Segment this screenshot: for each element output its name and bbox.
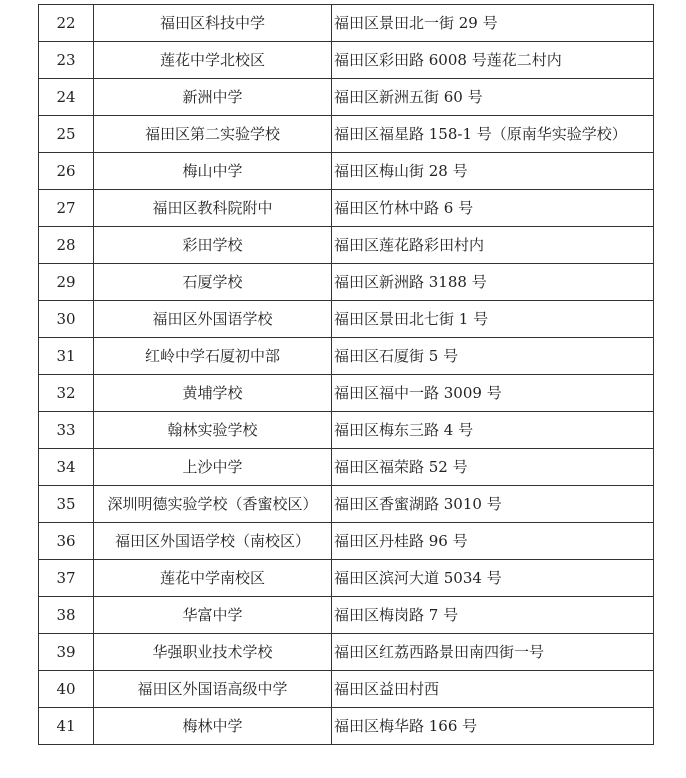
row-number-cell: 25 [39,116,94,153]
school-address-cell: 福田区滨河大道 5034 号 [332,560,654,597]
table-row [39,560,654,597]
school-address-cell: 福田区新洲路 3188 号 [332,264,654,301]
table-row [39,301,654,338]
school-name-cell: 梅山中学 [94,153,332,190]
table-row [39,634,654,671]
row-number-cell: 29 [39,264,94,301]
row-number-cell: 30 [39,301,94,338]
row-number-cell: 28 [39,227,94,264]
school-address-cell: 福田区福中一路 3009 号 [332,375,654,412]
school-name-cell: 福田区教科院附中 [94,190,332,227]
school-name-cell: 莲花中学北校区 [94,42,332,79]
table-row [39,708,654,745]
table-row [39,597,654,634]
row-number-cell: 40 [39,671,94,708]
school-address-cell: 福田区莲花路彩田村内 [332,227,654,264]
row-number-cell: 23 [39,42,94,79]
school-address-cell: 福田区益田村西 [332,671,654,708]
school-name-cell: 红岭中学石厦初中部 [94,338,332,375]
school-address-cell: 福田区竹林中路 6 号 [332,190,654,227]
school-address-cell: 福田区梅岗路 7 号 [332,597,654,634]
school-name-cell: 梅林中学 [94,708,332,745]
table-row [39,375,654,412]
school-name-cell: 新洲中学 [94,79,332,116]
school-table-body [39,5,654,745]
school-address-cell: 福田区梅华路 166 号 [332,708,654,745]
table-row [39,42,654,79]
school-name-cell: 福田区第二实验学校 [94,116,332,153]
school-address-cell: 福田区红荔西路景田南四街一号 [332,634,654,671]
school-address-cell: 福田区新洲五街 60 号 [332,79,654,116]
table-row [39,338,654,375]
school-name-cell: 彩田学校 [94,227,332,264]
table-row [39,671,654,708]
school-name-cell: 福田区外国语学校（南校区） [94,523,332,560]
table-row [39,412,654,449]
row-number-cell: 38 [39,597,94,634]
row-number-cell: 32 [39,375,94,412]
school-name-cell: 上沙中学 [94,449,332,486]
row-number-cell: 34 [39,449,94,486]
table-row [39,153,654,190]
row-number-cell: 36 [39,523,94,560]
school-address-cell: 福田区福荣路 52 号 [332,449,654,486]
table-row [39,116,654,153]
row-number-cell: 37 [39,560,94,597]
row-number-cell: 24 [39,79,94,116]
school-name-cell: 翰林实验学校 [94,412,332,449]
table-row [39,227,654,264]
table-row [39,264,654,301]
table-row [39,486,654,523]
school-name-cell: 深圳明德实验学校（香蜜校区） [94,486,332,523]
row-number-cell: 35 [39,486,94,523]
table-row [39,5,654,42]
school-address-cell: 福田区石厦街 5 号 [332,338,654,375]
school-name-cell: 黄埔学校 [94,375,332,412]
table-row [39,79,654,116]
table-row [39,190,654,227]
school-address-cell: 福田区梅山街 28 号 [332,153,654,190]
school-name-cell: 福田区科技中学 [94,5,332,42]
row-number-cell: 27 [39,190,94,227]
school-address-cell: 福田区景田北一街 29 号 [332,5,654,42]
school-name-cell: 华强职业技术学校 [94,634,332,671]
school-table [38,4,654,745]
school-address-cell: 福田区香蜜湖路 3010 号 [332,486,654,523]
school-name-cell: 福田区外国语高级中学 [94,671,332,708]
row-number-cell: 22 [39,5,94,42]
row-number-cell: 33 [39,412,94,449]
row-number-cell: 39 [39,634,94,671]
school-address-cell: 福田区景田北七街 1 号 [332,301,654,338]
table-row [39,523,654,560]
school-address-cell: 福田区丹桂路 96 号 [332,523,654,560]
school-name-cell: 福田区外国语学校 [94,301,332,338]
row-number-cell: 41 [39,708,94,745]
row-number-cell: 26 [39,153,94,190]
school-address-cell: 福田区福星路 158-1 号（原南华实验学校） [332,116,654,153]
school-name-cell: 华富中学 [94,597,332,634]
row-number-cell: 31 [39,338,94,375]
table-row [39,449,654,486]
school-name-cell: 莲花中学南校区 [94,560,332,597]
school-address-cell: 福田区彩田路 6008 号莲花二村内 [332,42,654,79]
school-address-cell: 福田区梅东三路 4 号 [332,412,654,449]
school-name-cell: 石厦学校 [94,264,332,301]
